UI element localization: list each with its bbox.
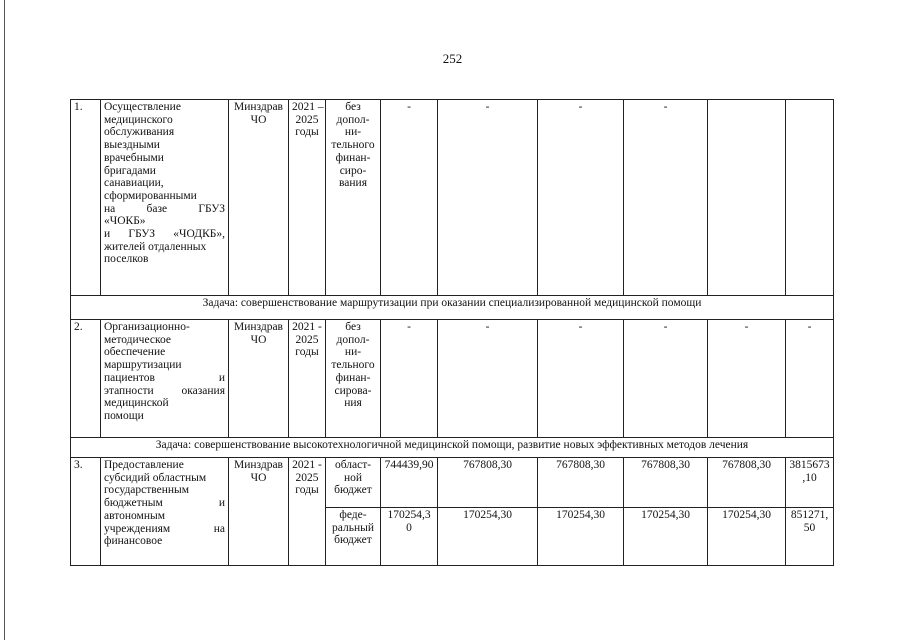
executor-cell: Минздрав ЧО [229,458,289,566]
page-number: 252 [442,51,463,66]
task-row [71,296,834,320]
table-row [71,100,834,296]
row-number: 1. [71,100,101,296]
value-cell: 170254,30 [538,508,624,566]
activity-name: Организационно- методическое обеспечение маршрутизации пациентов и этапности оказания медицинской помощи [101,320,229,438]
period-cell: 2021 - 2025 годы [289,458,326,566]
value-cell: - [786,320,834,438]
value-cell: 3815673,10 [786,458,834,508]
value-cell: 170254,30 [438,508,538,566]
activity-name: Осуществление медицинского обслуживания выездными врачебными бригадами санавиации, сформированными на базе ГБУЗ «ЧОКБ» и ГБУЗ «ЧОДКБ», жителей отдаленных поселков [101,100,229,296]
activity-name: Предоставление субсидий областным государственным бюджетным и автономным учреждениям на финансовое [101,458,229,566]
task-heading: Задача: совершенствование высокотехнологичной медицинской помощи, развитие новых эффективных методов лечения [71,438,834,458]
value-cell: - [438,320,538,438]
value-cell: 767808,30 [708,458,786,508]
task-heading: Задача: совершенствование маршрутизации при оказании специализированной медицинской помощи [71,296,834,320]
page-left-edge [4,0,5,640]
value-cell: - [438,100,538,296]
value-cell: - [624,100,708,296]
value-cell: 170254,30 [624,508,708,566]
period-cell: 2021 – 2025 годы [289,100,326,296]
executor-cell: Минздрав ЧО [229,320,289,438]
value-cell: - [708,320,786,438]
funding-source-cell: без допол- ни- тельного финан- сирова- ния [326,320,381,438]
value-cell: - [624,320,708,438]
value-cell: 767808,30 [624,458,708,508]
funding-source-cell: област- ной бюджет [326,458,381,508]
value-cell: 767808,30 [538,458,624,508]
value-cell: 767808,30 [438,458,538,508]
program-activities-table [70,99,834,566]
funding-source-cell: феде- ральный бюджет [326,508,381,566]
value-cell: - [381,100,438,296]
value-cell: - [381,320,438,438]
table-row [71,320,834,438]
value-cell: 170254,30 [708,508,786,566]
value-cell: - [538,320,624,438]
value-cell [708,100,786,296]
value-cell: 851271,50 [786,508,834,566]
row-number: 3. [71,458,101,566]
executor-cell: Минздрав ЧО [229,100,289,296]
task-row [71,438,834,458]
value-cell: 170254,3 0 [381,508,438,566]
value-cell [786,100,834,296]
value-cell: 744439,90 [381,458,438,508]
value-cell: - [538,100,624,296]
funding-source-cell: без допол- ни- тельного финан- сиро- вания [326,100,381,296]
period-cell: 2021 - 2025 годы [289,320,326,438]
row-number: 2. [71,320,101,438]
table-row [71,458,834,508]
